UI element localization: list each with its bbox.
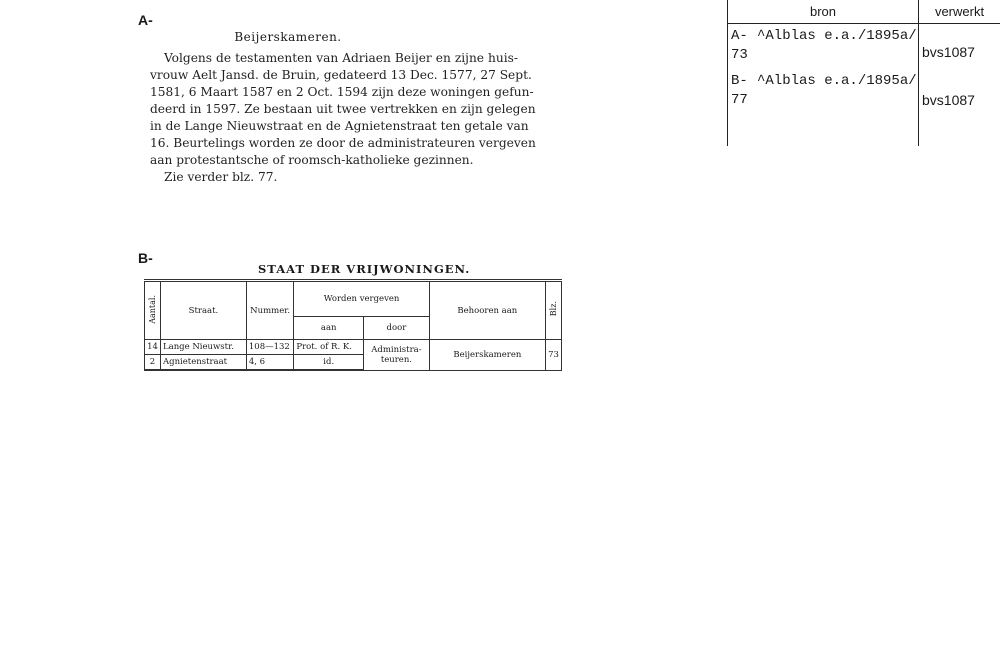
clipping-a-line: deerd in 1597. Ze bestaan uit twee vertrekken en zijn gelegen [150, 102, 536, 116]
card-entry-b-source: ^Alblas e.a./1895a/ [757, 73, 917, 89]
clipping-a-line: vrouw Aelt Jansd. de Bruin, gedateerd 13 Dec. 1577, 27 Sept. [150, 68, 532, 82]
card-entry-a-verwerkt: bvs1087 [922, 44, 975, 60]
card-entry-a-id: A- [731, 28, 748, 44]
clipping-b [138, 248, 566, 388]
clipping-a-line: aan protestantsche of roomsch-katholieke gezinnen. [150, 153, 474, 167]
clipping-a-line: 1581, 6 Maart 1587 en 2 Oct. 1594 zijn deze woningen gefun- [150, 85, 534, 99]
clipping-a-body [150, 50, 536, 186]
staat-table [144, 279, 562, 371]
cell-straat: Lange Nieuwstr. [160, 340, 246, 355]
card-column-divider [918, 0, 919, 146]
clipping-a-marker: A- [138, 12, 153, 28]
card-entry-b-id: B- [731, 73, 748, 89]
clipping-a-title: Beijerskameren. [234, 30, 342, 44]
header-aan: aan [294, 317, 364, 340]
header-aantal: Aantal. [145, 281, 161, 340]
clipping-a-line: Zie verder blz. 77. [164, 170, 278, 184]
card-left-border [727, 0, 728, 146]
clipping-b-marker: B- [138, 250, 153, 266]
header-nummer: Nummer. [246, 281, 293, 340]
cell-behooren-aan: Beijerskameren [429, 340, 545, 371]
card-entry-b-page: 77 [731, 92, 748, 108]
card-index [727, 0, 1000, 146]
card-header-bron: bron [809, 4, 837, 19]
cell-aantal: 2 [145, 355, 161, 371]
header-straat: Straat. [160, 281, 246, 340]
clipping-a [138, 12, 536, 192]
card-header-verwerkt: verwerkt [934, 4, 985, 19]
clipping-a-line: Volgens de testamenten van Adriaen Beijer en zijne huis- [164, 51, 518, 65]
cell-door: Administra- teuren. [364, 340, 430, 371]
card-header-divider [727, 23, 1000, 24]
cell-aantal: 14 [145, 340, 161, 355]
cell-straat: Agnietenstraat [160, 355, 246, 371]
clipping-a-line: 16. Beurtelings worden ze door de administrateuren vergeven [150, 136, 536, 150]
cell-aan: Prot. of R. K. [294, 340, 364, 355]
card-entry-a-page: 73 [731, 47, 748, 63]
card-entry-b-verwerkt: bvs1087 [922, 92, 975, 108]
cell-nummer: 4, 6 [246, 355, 293, 371]
header-blz: Blz. [545, 281, 561, 340]
header-behooren-aan: Behooren aan [429, 281, 545, 340]
cell-aan: id. [294, 355, 364, 371]
header-worden-vergeven: Worden vergeven [294, 281, 429, 317]
header-door: door [364, 317, 430, 340]
clipping-a-line: in de Lange Nieuwstraat en de Agnietenstraat ten getale van [150, 119, 529, 133]
clipping-b-title: STAAT DER VRIJWONINGEN. [258, 262, 471, 276]
cell-nummer: 108—132 [246, 340, 293, 355]
card-entry-a-source: ^Alblas e.a./1895a/ [757, 28, 917, 44]
cell-blz: 73 [545, 340, 561, 371]
